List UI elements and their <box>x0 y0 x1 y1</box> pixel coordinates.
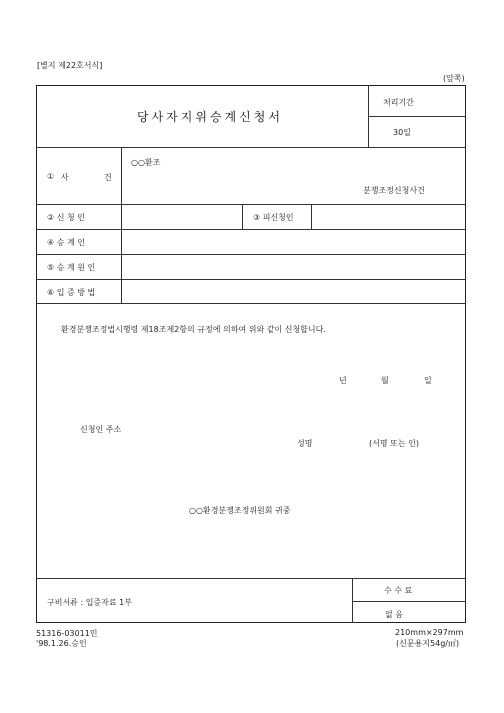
attachments: 구비서류 : 입증자료 1부 <box>47 598 132 607</box>
succession-cause-label: ⑤ 승 계 원 인 <box>47 263 96 272</box>
applicant-label: ② 신 청 인 <box>47 213 85 222</box>
fee-label: 수 수 료 <box>384 586 413 595</box>
form-number: 51316-03011민 <box>36 629 98 638</box>
row-line <box>36 229 466 230</box>
proof-method-label: ⑥ 입 증 방 법 <box>47 288 96 297</box>
name-label: 성명 <box>297 439 313 448</box>
case-value-top: ○○환조 <box>131 158 161 167</box>
paper-type: (신문용지54g/㎡) <box>396 639 460 648</box>
row-line <box>36 254 466 255</box>
row-line <box>36 204 466 205</box>
applicant-address-label: 신청인 주소 <box>80 425 122 434</box>
respondent-divider-right <box>311 204 312 229</box>
addressee: ○○환경분쟁조정위원회 귀중 <box>189 506 291 515</box>
label-column-divider <box>121 147 122 303</box>
processing-divider <box>368 116 466 117</box>
case-label-second: 건 <box>104 173 112 182</box>
processing-period-value: 30일 <box>393 128 411 137</box>
page-side-label: (앞쪽) <box>443 74 465 83</box>
application-statement: 환경분쟁조정법시행령 제18조제2항의 규정에 의하여 위와 같이 신청합니다. <box>61 325 326 334</box>
form-reference: [별지 제22호서식] <box>37 61 103 70</box>
row-line <box>36 279 466 280</box>
case-value-bottom: 분쟁조정신청사건 <box>363 186 425 195</box>
row-line <box>36 303 466 304</box>
fee-value: 없 음 <box>385 610 403 619</box>
date-day: 일 <box>424 376 432 385</box>
row-line <box>36 147 466 148</box>
approval-date: '98.1.26.승인 <box>36 639 87 648</box>
respondent-divider-left <box>242 204 243 229</box>
case-label-first: 사 <box>61 173 69 182</box>
signature-note: (서명 또는 인) <box>369 439 419 448</box>
date-year: 년 <box>339 376 347 385</box>
case-label-number: ① <box>47 172 55 181</box>
successor-label: ④ 승 계 인 <box>47 238 85 247</box>
application-form <box>36 85 466 623</box>
processing-period-label: 처리기간 <box>383 98 414 107</box>
fee-row-line <box>352 601 466 602</box>
row-line <box>36 578 466 579</box>
date-month: 월 <box>381 376 389 385</box>
paper-size: 210mm×297mm <box>395 628 464 637</box>
form-title: 당사자지위승계신청서 <box>137 110 283 124</box>
respondent-label: ③ 피신청인 <box>253 213 294 222</box>
